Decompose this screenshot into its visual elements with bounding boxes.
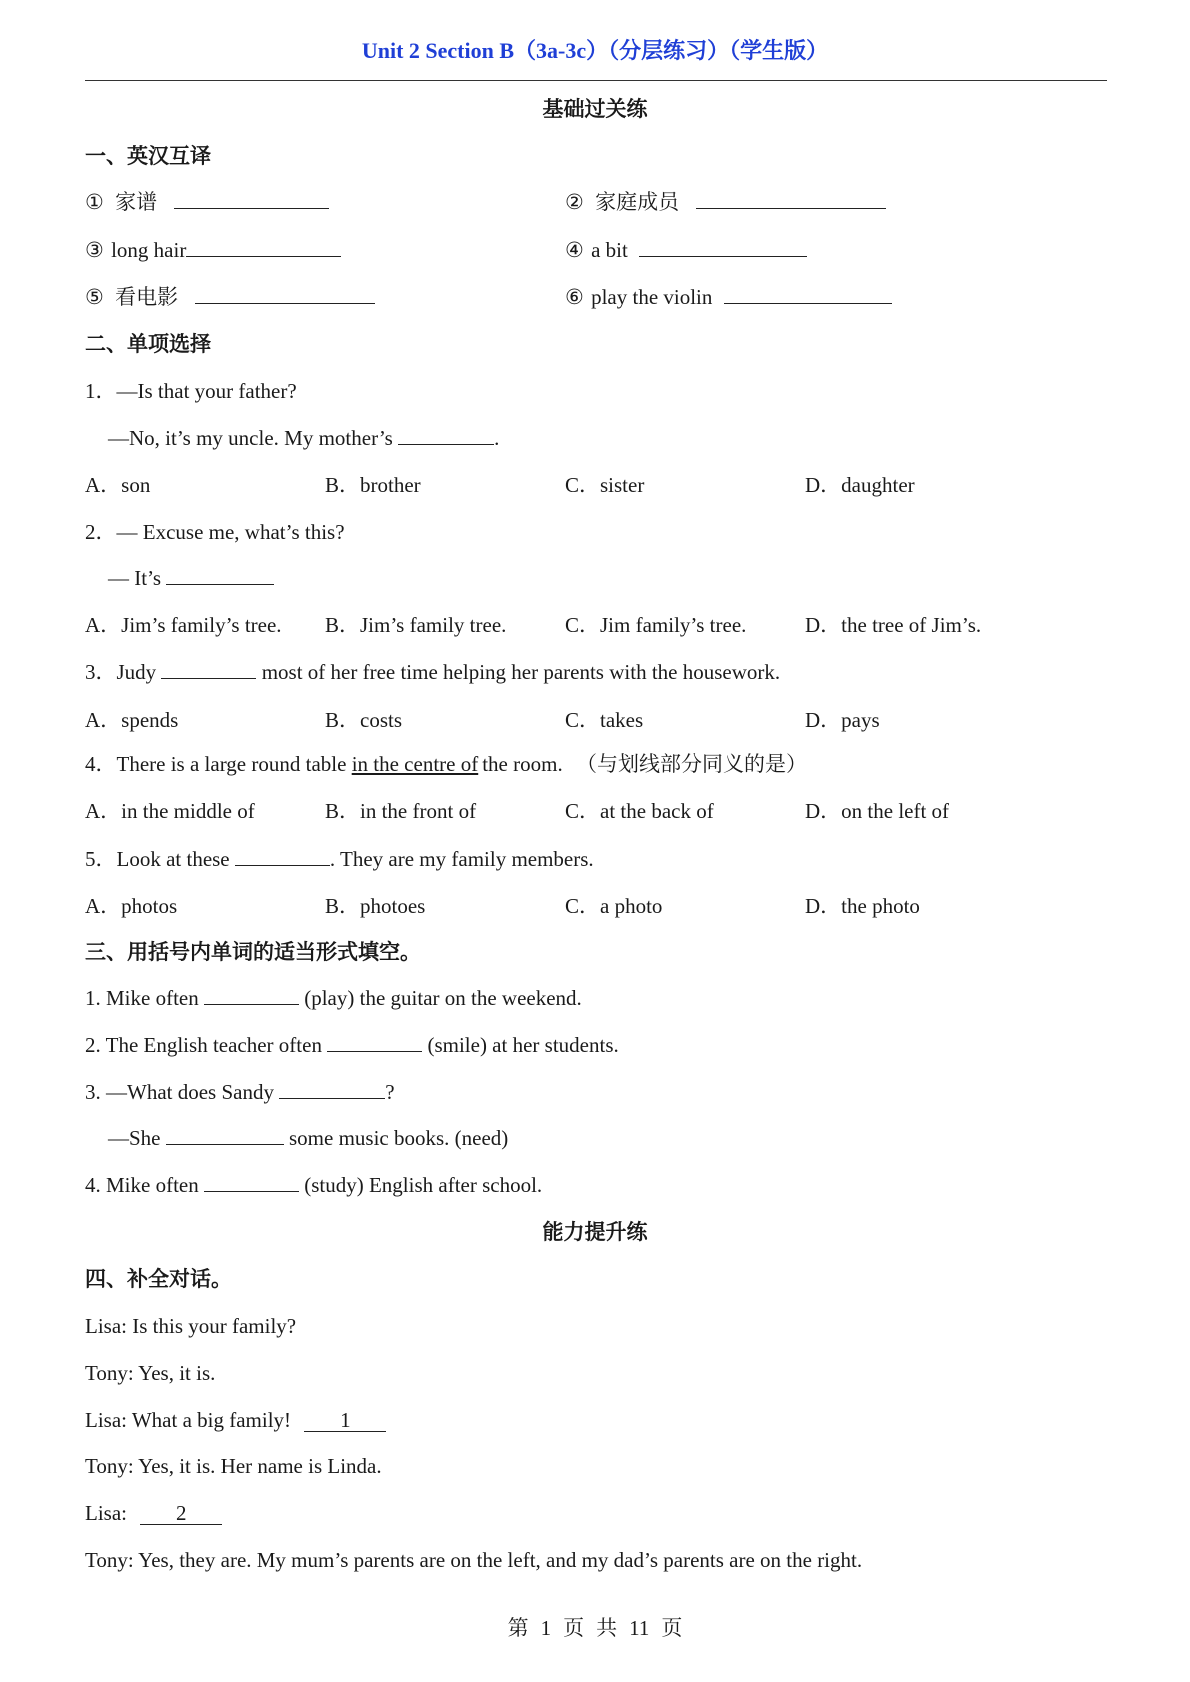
question-5-option-a[interactable]: A．photos: [85, 894, 178, 918]
translation-item-4: [565, 236, 807, 264]
dialogue-line-1: Lisa: Is this your family?: [85, 1314, 297, 1338]
line-text: Lisa: What a big family!: [85, 1408, 292, 1432]
answer-blank[interactable]: [327, 1031, 422, 1052]
current-page-number: 1: [540, 1616, 552, 1640]
dialogue-line-3: [85, 1406, 386, 1434]
question-note: （与划线部分同义的是）: [575, 752, 807, 776]
numbered-blank-2[interactable]: 2: [140, 1502, 222, 1525]
stem-text: the room.: [482, 752, 563, 776]
item-text: long hair: [111, 238, 187, 262]
numbered-blank-1[interactable]: 1: [304, 1409, 386, 1432]
line-text: Lisa:: [85, 1501, 127, 1525]
answer-blank[interactable]: [166, 564, 274, 585]
line-text: some music books. (need): [289, 1126, 509, 1150]
question-5-option-d[interactable]: D．the photo: [805, 894, 920, 918]
question-4-option-d[interactable]: D．on the left of: [805, 799, 950, 823]
line-text: 4. Mike often: [85, 1173, 199, 1197]
part4-title: 四、补全对话。: [85, 1267, 232, 1291]
part2-title: 二、单项选择: [85, 332, 211, 356]
stem-text: 4．There is a large round table: [85, 752, 347, 776]
dialogue-line-2: Tony: Yes, it is.: [85, 1361, 216, 1385]
question-1-option-d[interactable]: D．daughter: [805, 473, 915, 497]
line-text: (play) the guitar on the weekend.: [304, 986, 582, 1010]
line-text: ?: [385, 1080, 395, 1104]
underlined-phrase: in the centre of: [351, 752, 479, 776]
question-2-stem: 2．— Excuse me, what’s this?: [85, 520, 345, 544]
answer-blank[interactable]: [166, 1124, 284, 1145]
translation-item-5: [85, 283, 375, 311]
fill-line-3-reply: [108, 1124, 508, 1152]
question-4-stem: [85, 750, 807, 778]
answer-blank[interactable]: [161, 658, 256, 679]
circled-number: ①: [85, 190, 104, 214]
question-3-option-d[interactable]: D．pays: [805, 708, 880, 732]
footer-text: 共: [596, 1616, 618, 1640]
stem-text: 5．Look at these: [85, 847, 230, 871]
answer-blank[interactable]: [204, 1171, 299, 1192]
line-text: (study) English after school.: [304, 1173, 543, 1197]
translation-item-1: [85, 188, 329, 216]
question-3-option-b[interactable]: B．costs: [325, 708, 403, 732]
page-footer: [0, 1612, 1190, 1642]
footer-text: 第: [507, 1616, 529, 1640]
answer-blank[interactable]: [279, 1078, 385, 1099]
answer-blank[interactable]: [195, 283, 375, 304]
question-2-option-c[interactable]: C．Jim family’s tree.: [565, 613, 747, 637]
question-2-option-b[interactable]: B．Jim’s family tree.: [325, 613, 507, 637]
question-1-option-b[interactable]: B．brother: [325, 473, 421, 497]
line-text: 3. —What does Sandy: [85, 1080, 274, 1104]
question-3-stem: [85, 658, 780, 686]
translation-item-6: [565, 283, 892, 311]
dialogue-line-5: [85, 1499, 222, 1527]
section-basic-title: 基础过关练: [542, 97, 648, 121]
question-5-stem: [85, 845, 594, 873]
question-3-option-a[interactable]: A．spends: [85, 708, 179, 732]
question-4-option-a[interactable]: A．in the middle of: [85, 799, 255, 823]
circled-number: ⑤: [85, 285, 104, 309]
answer-blank[interactable]: [398, 424, 494, 445]
document-header-title: Unit 2 Section B（3a-3c）（分层练习）（学生版）: [361, 38, 829, 63]
fill-line-4: [85, 1171, 542, 1199]
fill-line-3: [85, 1078, 395, 1106]
answer-blank[interactable]: [186, 236, 341, 257]
answer-blank[interactable]: [235, 845, 330, 866]
total-pages: 11: [629, 1616, 650, 1640]
item-text: 家谱: [115, 190, 158, 214]
question-1-option-c[interactable]: C．sister: [565, 473, 645, 497]
answer-blank[interactable]: [174, 188, 329, 209]
dialogue-line-4: Tony: Yes, it is. Her name is Linda.: [85, 1454, 382, 1478]
section-advanced-title: 能力提升练: [542, 1220, 648, 1244]
line-text: 2. The English teacher often: [85, 1033, 322, 1057]
reply-text: —No, it’s my uncle. My mother’s: [108, 426, 393, 450]
answer-blank[interactable]: [724, 283, 892, 304]
question-4-option-b[interactable]: B．in the front of: [325, 799, 477, 823]
item-text: 看电影: [115, 285, 179, 309]
circled-number: ②: [565, 190, 584, 214]
question-5-option-c[interactable]: C．a photo: [565, 894, 663, 918]
line-text: (smile) at her students.: [427, 1033, 619, 1057]
question-5-option-b[interactable]: B．photoes: [325, 894, 426, 918]
question-1-stem: 1．—Is that your father?: [85, 379, 297, 403]
question-1-reply: [108, 424, 499, 452]
stem-text: most of her free time helping her parents with the housework.: [261, 660, 781, 684]
line-text: —She: [108, 1126, 161, 1150]
footer-text: 页: [661, 1616, 683, 1640]
circled-number: ⑥: [565, 285, 584, 309]
circled-number: ④: [565, 238, 584, 262]
reply-end: .: [494, 426, 500, 450]
fill-line-2: [85, 1031, 619, 1059]
question-3-option-c[interactable]: C．takes: [565, 708, 644, 732]
item-text: play the violin: [591, 285, 713, 309]
question-4-option-c[interactable]: C．at the back of: [565, 799, 714, 823]
stem-text: 3．Judy: [85, 660, 157, 684]
answer-blank[interactable]: [204, 984, 299, 1005]
circled-number: ③: [85, 238, 104, 262]
question-2-option-a[interactable]: A．Jim’s family’s tree.: [85, 613, 282, 637]
question-2-option-d[interactable]: D．the tree of Jim’s.: [805, 613, 982, 637]
header-divider: [85, 80, 1107, 81]
translation-item-2: [565, 188, 886, 216]
fill-line-1: [85, 984, 582, 1012]
translation-item-3: [85, 236, 341, 264]
line-text: 1. Mike often: [85, 986, 199, 1010]
answer-blank[interactable]: [696, 188, 886, 209]
question-2-reply: [108, 564, 274, 592]
answer-blank[interactable]: [639, 236, 807, 257]
reply-text: — It’s: [108, 566, 162, 590]
stem-text: . They are my family members.: [329, 847, 594, 871]
dialogue-line-6: Tony: Yes, they are. My mum’s parents are on the left, and my dad’s parents are on the right.: [85, 1548, 863, 1572]
footer-text: 页: [563, 1616, 585, 1640]
part3-title: 三、用括号内单词的适当形式填空。: [85, 940, 421, 964]
item-text: a bit: [591, 238, 628, 262]
item-text: 家庭成员: [595, 190, 680, 214]
question-1-option-a[interactable]: A．son: [85, 473, 151, 497]
part1-title: 一、英汉互译: [85, 144, 211, 168]
